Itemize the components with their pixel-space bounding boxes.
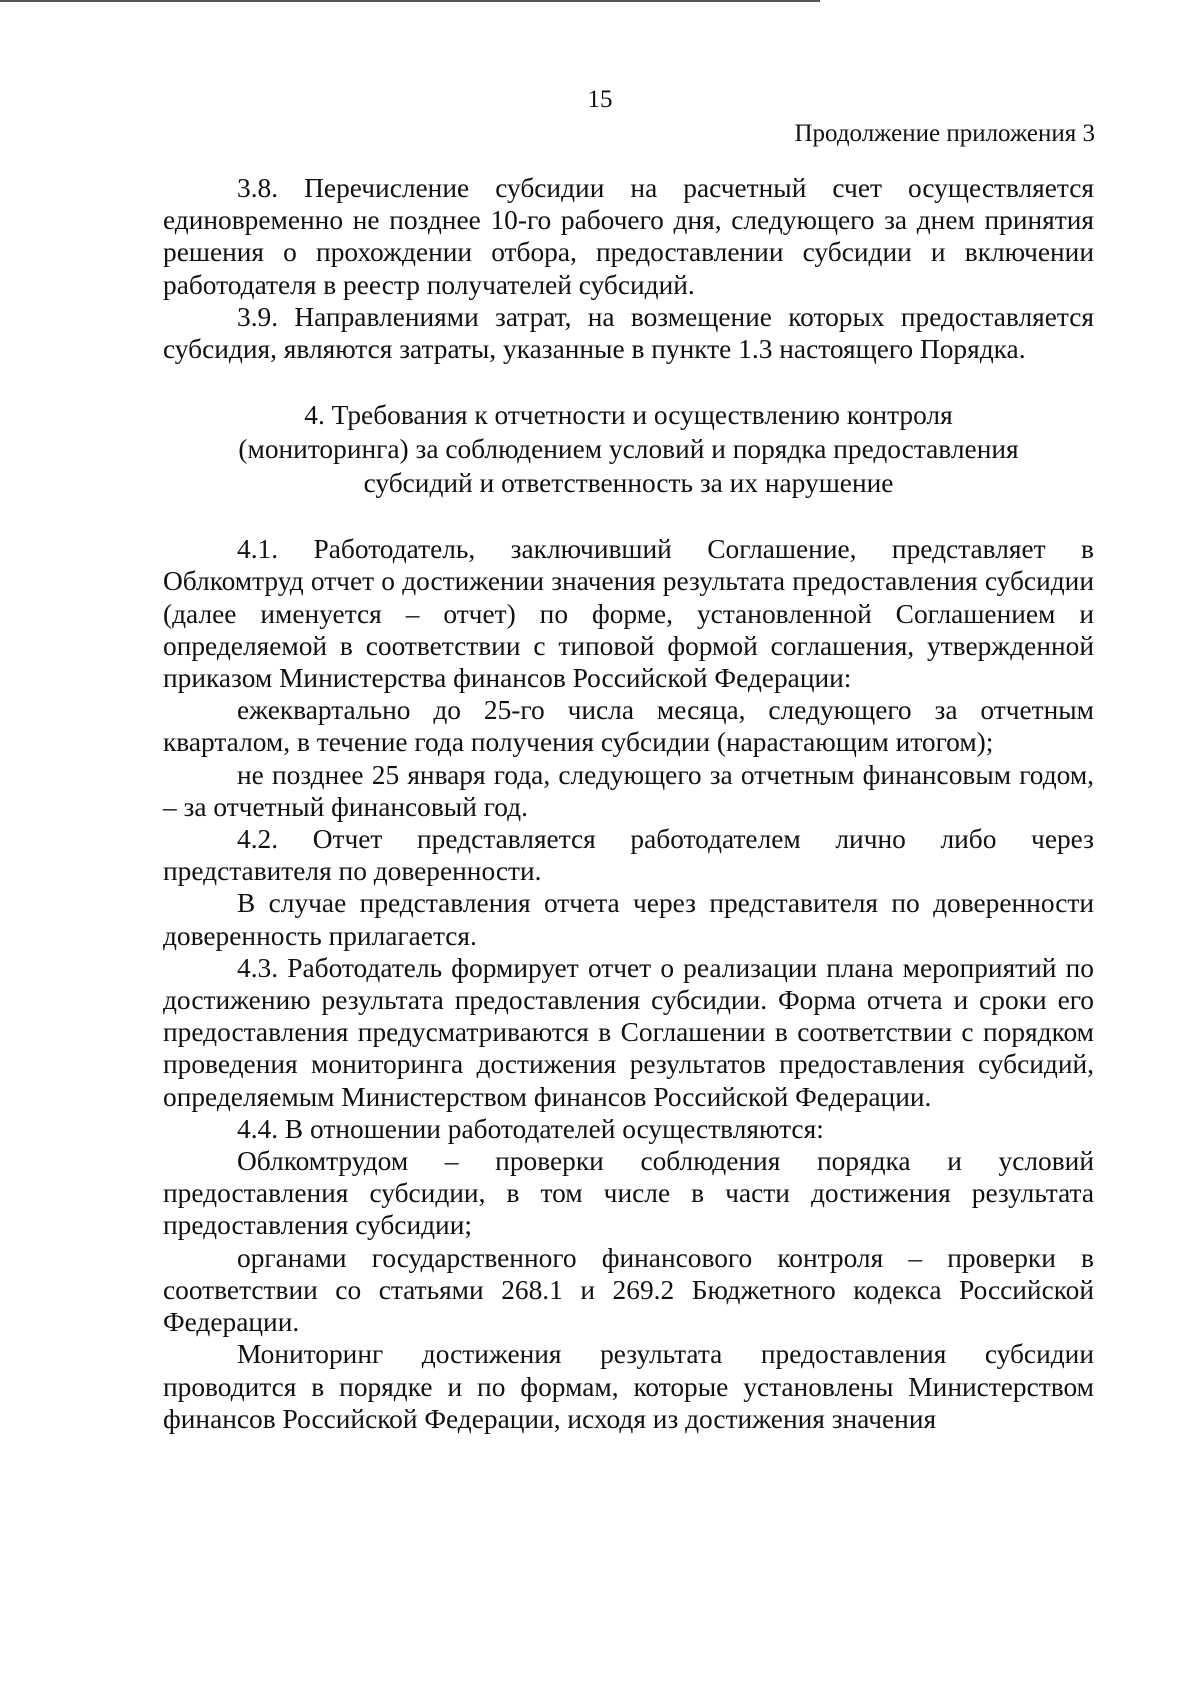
paragraph-power-of-attorney: В случае представления отчета через представителя по доверенности доверенность прилагается. (163, 888, 1094, 951)
section-title-line: субсидий и ответственность за их нарушение (363, 468, 894, 499)
paragraph-4-3: 4.3. Работодатель формирует отчет о реализации плана мероприятий по достижению результата предоставления субсидии. Форма отчета и сроки его предоставления предусматриваются в Соглашении в соответствии с порядком проведения мониторинга достижения результатов предоставления субсидий, определяемым Министерством финансов Российской Федерации. (163, 952, 1094, 1112)
paragraph-oblkomtrud-checks: Облкомтрудом – проверки соблюдения порядка и условий предоставления субсидии, в том числе в части достижения результата предоставления субсидии; (163, 1146, 1094, 1241)
document-body (163, 172, 1094, 1435)
page-number: 15 (587, 86, 613, 113)
running-head: Продолжение приложения 3 (794, 120, 1095, 147)
paragraph-4-2: 4.2. Отчет представляется работодателем лично либо через представителя по доверенности. (163, 824, 1094, 887)
paragraph-quarterly: ежеквартально до 25-го числа месяца, следующего за отчетным кварталом, в течение года получения субсидии (нарастающим итогом); (163, 695, 1094, 758)
paragraph-3-8: 3.8. Перечисление субсидии на расчетный счет осуществляется единовременно не позднее 10-го рабочего дня, следующего за днем принятия решения о прохождении отбора, предоставлении субсидии и включении работодателя в реестр получателей субсидий. (163, 173, 1094, 300)
section-4-title (163, 398, 1094, 500)
section-title-line: 4. Требования к отчетности и осуществлению контроля (304, 400, 953, 431)
section-title-line: (мониторинга) за соблюдением условий и порядка предоставления (238, 434, 1019, 465)
scan-edge-line (0, 0, 820, 2)
paragraph-4-4: 4.4. В отношении работодателей осуществляются: (237, 1113, 824, 1144)
paragraph-annual: не позднее 25 января года, следующего за отчетным финансовым годом, – за отчетный финансовый год. (163, 759, 1094, 822)
paragraph-state-control-checks: органами государственного финансового контроля – проверки в соответствии со статьями 268.1 и 269.2 Бюджетного кодекса Российской Федерации. (163, 1242, 1094, 1338)
paragraph-4-1: 4.1. Работодатель, заключивший Соглашение, представляет в Облкомтруд отчет о достижении значения результата предоставления субсидии (далее именуется – отчет) по форме, установленной Соглашением и определяемой в соответствии с типовой формой соглашения, утвержденной приказом Министерства финансов Российской Федерации: (163, 534, 1094, 694)
paragraph-3-9: 3.9. Направлениями затрат, на возмещение которых предоставляется субсидия, являются затраты, указанные в пункте 1.3 настоящего Порядка. (163, 301, 1094, 365)
paragraph-monitoring: Мониторинг достижения результата предоставления субсидии проводится в порядке и по формам, которые установлены Министерством финансов Российской Федерации, исходя из достижения значения (163, 1339, 1094, 1434)
